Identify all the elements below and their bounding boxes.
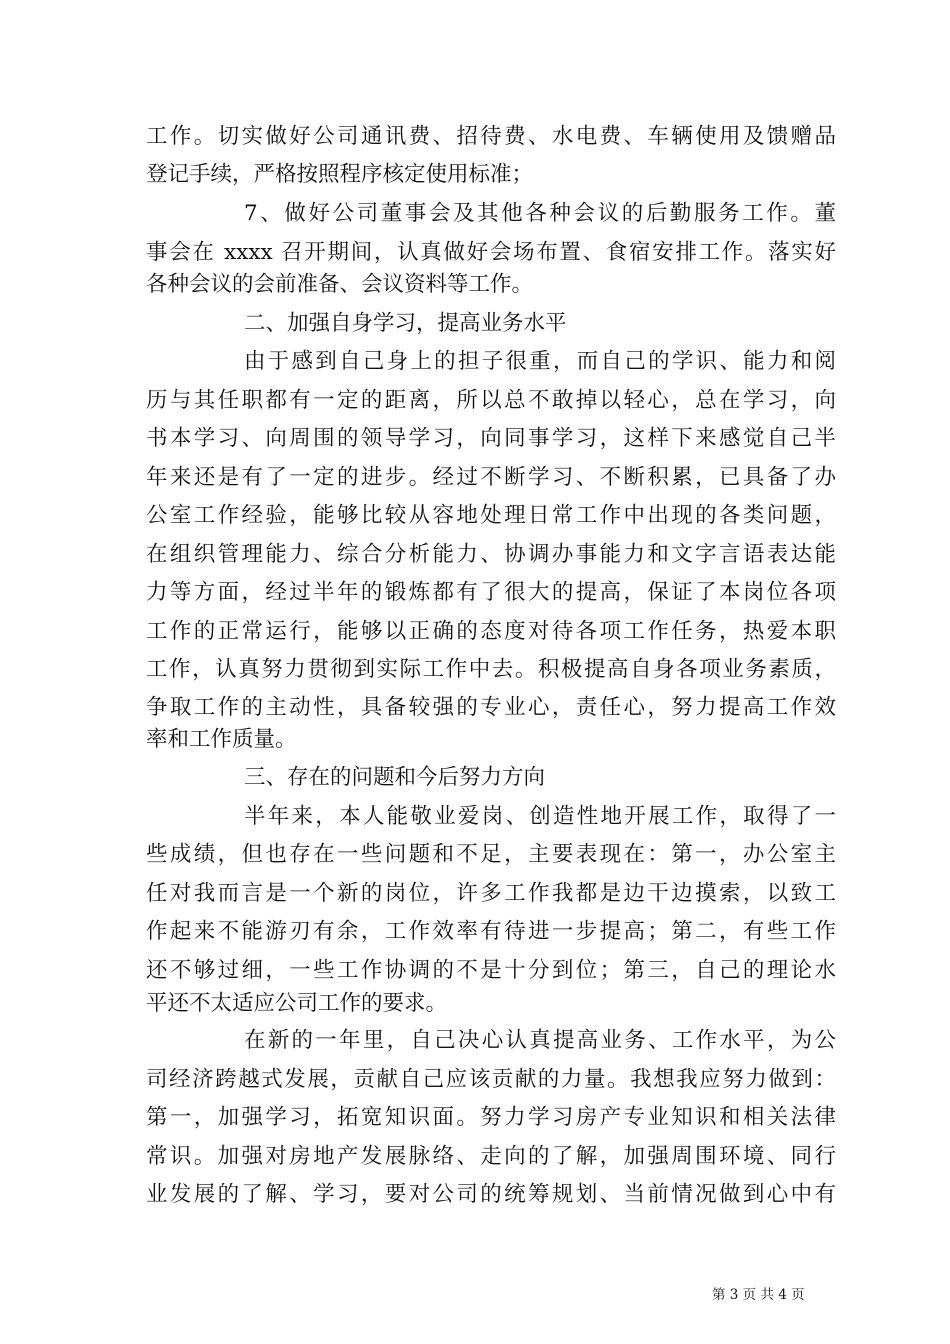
text-line: 各种会议的会前准备、会议资料等工作。 (146, 272, 534, 297)
text-line: 平还不太适应公司工作的要求。 (146, 991, 448, 1016)
text-line: 公室工作经验，能够比较从容地处理日常工作中出现的各类问题， (146, 503, 836, 528)
text-line: 争取工作的主动性，具备较强的专业心，责任心，努力提高工作效 (146, 695, 836, 720)
text-line: 司经济跨越式发展，贡献自己应该贡献的力量。我想我应努力做到： (146, 1067, 836, 1092)
text-line: 第一，加强学习，拓宽知识面。努力学习房产专业知识和相关法律 (146, 1105, 836, 1130)
text-line: 常识。加强对房地产发展脉络、走向的了解，加强周围环境、同行 (146, 1144, 836, 1169)
section-heading: 三、存在的问题和今后努力方向 (244, 765, 546, 790)
section-heading: 二、加强自身学习，提高业务水平 (244, 311, 567, 336)
text-line: 力等方面，经过半年的锻炼都有了很大的提高，保证了本岗位各项 (146, 580, 836, 605)
text-line: 7、做好公司董事会及其他各种会议的后勤服务工作。董 (244, 201, 836, 226)
text-line: 任对我而言是一个新的岗位，许多工作我都是边干边摸索，以致工 (146, 881, 836, 906)
page-number-footer: 第 3 页 共 4 页 (712, 1287, 805, 1303)
text-line: 在新的一年里，自己决心认真提高业务、工作水平，为公 (244, 1028, 836, 1053)
text-line: 事会在 xxxx 召开期间，认真做好会场布置、食宿安排工作。落实好 (146, 240, 836, 265)
text-line: 些成绩，但也存在一些问题和不足，主要表现在：第一，办公室主 (146, 842, 836, 867)
text-line: 历与其任职都有一定的距离，所以总不敢掉以轻心，总在学习，向 (146, 388, 836, 413)
text-line: 作起来不能游刃有余，工作效率有待进一步提高；第二，有些工作 (146, 919, 836, 944)
text-line: 工作，认真努力贯彻到实际工作中去。积极提高自身各项业务素质， (146, 657, 836, 682)
text-line: 由于感到自己身上的担子很重，而自己的学识、能力和阅 (244, 349, 836, 374)
text-line: 业发展的了解、学习，要对公司的统筹规划、当前情况做到心中有 (146, 1182, 836, 1207)
text-line: 还不够过细，一些工作协调的不是十分到位；第三，自己的理论水 (146, 958, 836, 983)
text-line: 书本学习、向周围的领导学习，向同事学习，这样下来感觉自己半 (146, 426, 836, 451)
text-line: 工作的正常运行，能够以正确的态度对待各项工作任务，热爱本职 (146, 619, 836, 644)
text-line: 年来还是有了一定的进步。经过不断学习、不断积累，已具备了办 (146, 465, 836, 490)
text-line: 在组织管理能力、综合分析能力、协调办事能力和文字言语表达能 (146, 542, 836, 567)
text-line: 登记手续，严格按照程序核定使用标准； (146, 162, 534, 187)
text-line: 半年来，本人能敬业爱岗、创造性地开展工作，取得了一 (244, 804, 836, 829)
text-line: 工作。切实做好公司通讯费、招待费、水电费、车辆使用及馈赠品 (146, 124, 836, 149)
text-line: 率和工作质量。 (146, 727, 297, 752)
